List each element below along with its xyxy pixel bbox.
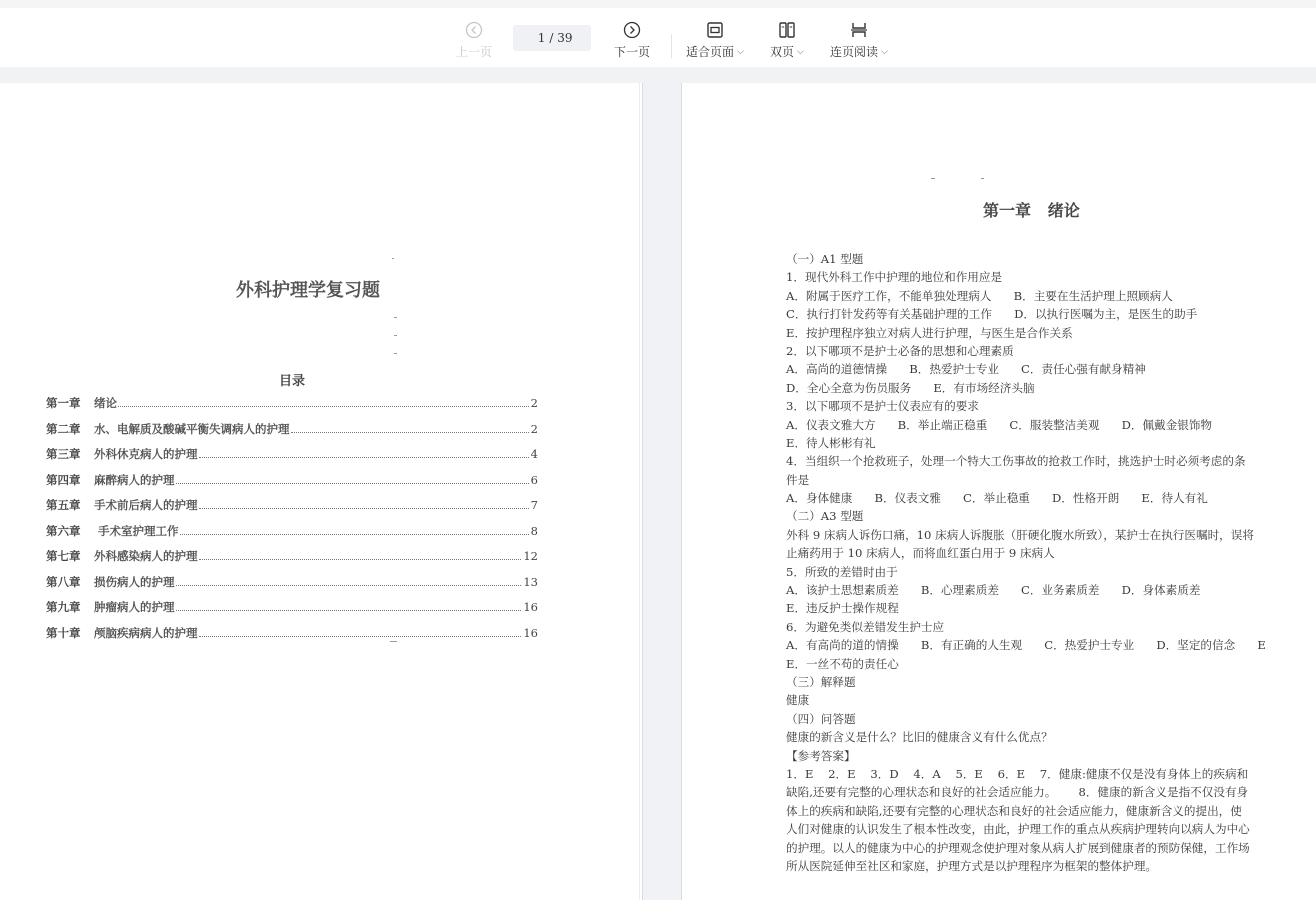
toc-chapter: 第五章 <box>46 498 81 512</box>
text-line: A．附属于医疗工作，不能单独处理病人 B．主要在生活护理上照顾病人 <box>786 288 1173 303</box>
text-line: （三）解释题 <box>786 674 856 689</box>
toc-entry[interactable] <box>46 523 538 549</box>
fit-page-icon <box>706 20 724 40</box>
text-line: 外科 9 床病人诉伤口痛，10 床病人诉腹胀（肝硬化腹水所致），某护士在执行医嘱时，误将 <box>786 527 1254 542</box>
toc-leader <box>199 558 522 560</box>
chevron-down-icon: ⌵ <box>737 46 744 57</box>
toc-chapter: 第七章 <box>46 549 81 563</box>
text-line: 的护理。以人的健康为中心的护理观念使护理对象从病人扩展到健康者的预防保健，工作场 <box>786 840 1250 855</box>
toc-leader <box>199 456 529 458</box>
continuous-scroll-icon <box>850 20 868 40</box>
scan-artifact <box>392 258 394 259</box>
toc-page: 4 <box>530 447 538 461</box>
text-line: E．违反护士操作规程 <box>786 601 899 616</box>
text-line: 4．当组织一个抢救班子，处理一个特大工伤事故的抢救工作时，挑选护士时必须考虑的条 <box>786 454 1246 469</box>
toc-heading: 目录 <box>278 374 305 389</box>
next-page-label: 下一页 <box>614 45 651 59</box>
toc-page: 2 <box>530 421 538 436</box>
toc-chapter: 第九章 <box>46 600 81 614</box>
text-line: 【参考答案】 <box>786 748 856 763</box>
text-line: E．一丝不苟的责任心 <box>786 656 899 671</box>
chapter-body <box>786 250 1316 875</box>
continuous-reading-dropdown[interactable] <box>830 20 888 60</box>
toc-name: 肿瘤病人的护理 <box>94 600 175 614</box>
text-line: （一）A1 型题 <box>786 252 864 266</box>
toc-chapter: 第四章 <box>46 472 81 487</box>
page-indicator <box>513 25 591 51</box>
text-line: 所从医院延伸至社区和家庭，护理方式是以护理程序为框架的整体护理。 <box>786 858 1158 873</box>
document-page-right <box>681 83 1316 900</box>
chapter-title: 第一章 绪论 <box>983 201 1080 220</box>
text-line: 体上的疾病和缺陷,还要有完整的心理状态和良好的社会适应能力，健康新含义的提出，使 <box>786 803 1242 818</box>
double-page-dropdown[interactable] <box>770 20 804 60</box>
scan-artifact <box>394 353 397 354</box>
text-line: 5．所致的差错时由于 <box>786 564 898 579</box>
fit-page-dropdown[interactable] <box>686 20 744 60</box>
toc-name: 颅脑疾病病人的护理 <box>94 625 198 640</box>
toc-leader <box>199 507 529 509</box>
chevron-down-icon: ⌵ <box>881 46 888 57</box>
scan-artifact <box>394 335 397 336</box>
toc-entry[interactable] <box>46 599 538 625</box>
chevron-left-circle-icon <box>465 20 483 40</box>
next-page-button[interactable] <box>614 20 650 60</box>
text-line: A．该护士思想素质差 B．心理素质差 C．业务素质差 D．身体素质差 <box>786 583 1201 598</box>
toc-leader <box>176 609 522 611</box>
toc-page: 13 <box>523 574 538 589</box>
text-line: 1．现代外科工作中护理的地位和作用应是 <box>786 270 1003 285</box>
toc-page: 16 <box>523 625 538 640</box>
toc-chapter: 第二章 <box>46 421 81 436</box>
text-line: 1．E 2．E 3．D 4．A 5．E 6．E 7．健康:健康不仅是没有身体上的疾病和 <box>786 766 1249 781</box>
document-page-left <box>0 83 643 900</box>
toc-chapter: 第十章 <box>46 625 81 640</box>
toc-entry[interactable] <box>46 395 538 421</box>
toc-name: 手术前后病人的护理 <box>94 498 198 512</box>
text-line: A．仪表文雅大方 B．举止端正稳重 C．服装整洁美观 D．佩戴金银饰物 <box>786 417 1213 432</box>
double-page-label: 双页 <box>770 45 795 59</box>
toc-name: 水、电解质及酸碱平衡失调病人的护理 <box>94 421 290 436</box>
text-line: A．高尚的道德情操 B．热爱护士专业 C．责任心强有献身精神 <box>786 362 1146 377</box>
toc-name: 手术室护理工作 <box>94 523 179 538</box>
toc-page: 16 <box>523 600 538 614</box>
fit-page-label: 适合页面 <box>686 45 735 59</box>
chevron-right-circle-icon <box>623 20 641 40</box>
toc-entry[interactable] <box>46 548 538 574</box>
toc-name: 外科休克病人的护理 <box>94 447 198 461</box>
text-line: 止痛药用于 10 床病人，而将血红蛋白用于 9 床病人 <box>786 546 1055 561</box>
page-edge <box>681 83 682 900</box>
text-line: 2．以下哪项不是护士必备的思想和心理素质 <box>786 343 1014 358</box>
prev-page-label: 上一页 <box>456 45 493 59</box>
scan-artifact <box>931 178 935 179</box>
toc-leader <box>176 482 529 484</box>
text-line: E．按护理程序独立对病人进行护理，与医生是合作关系 <box>786 325 1073 340</box>
toc-leader <box>180 533 529 535</box>
text-line: 健康 <box>786 693 810 708</box>
scan-artifact <box>394 317 397 318</box>
text-line: 缺陷,还要有完整的心理状态和良好的社会适应能力。 8．健康的新含义是指不仅没有身 <box>786 785 1249 800</box>
toc-chapter: 第三章 <box>46 447 81 461</box>
toc-page: 12 <box>523 549 538 563</box>
text-line: 3．以下哪项不是护士仪表应有的要求 <box>786 399 979 414</box>
toc-entry[interactable] <box>46 497 538 523</box>
double-page-icon <box>778 20 796 40</box>
text-line: 件是 <box>786 472 810 487</box>
toc-leader <box>291 431 529 433</box>
page-number-input[interactable] <box>531 31 545 45</box>
continuous-reading-label: 连页阅读 <box>830 45 879 59</box>
toc-name: 外科感染病人的护理 <box>94 549 198 563</box>
text-line: D．全心全意为伤员服务 E．有市场经济头脑 <box>786 380 1035 395</box>
toc-entry[interactable] <box>46 472 538 498</box>
chevron-down-icon: ⌵ <box>797 46 804 57</box>
toc-page: 2 <box>530 396 538 410</box>
text-line: A．有高尚的道的情操 B．有正确的人生观 C．热爱护士专业 D．坚定的信念 E <box>786 638 1266 653</box>
page-edge <box>642 83 643 900</box>
toc-name: 麻醉病人的护理 <box>94 472 175 487</box>
prev-page-button[interactable] <box>456 20 492 60</box>
toc-name: 绪论 <box>94 396 117 410</box>
toc-entry[interactable] <box>46 421 538 447</box>
toc-chapter: 第八章 <box>46 574 81 589</box>
page-edge <box>639 83 640 900</box>
text-line: 6．为避免类似差错发生护士应 <box>786 619 945 634</box>
document-title: 外科护理学复习题 <box>236 280 380 301</box>
toc-leader <box>199 635 522 637</box>
toc-page: 8 <box>530 523 538 538</box>
text-line: A．身体健康 B．仪表文雅 C．举止稳重 D．性格开朗 E．待人有礼 <box>786 491 1208 506</box>
table-of-contents <box>46 395 538 650</box>
scan-artifact <box>981 178 984 179</box>
text-line: （四）问答题 <box>786 711 856 726</box>
text-line: C．执行打针发药等有关基础护理的工作 D．以执行医嘱为主，是医生的助手 <box>786 307 1198 322</box>
toc-page: 7 <box>530 498 538 512</box>
page-total: / 39 <box>549 31 573 45</box>
toolbar-divider <box>671 34 672 58</box>
toc-entry[interactable] <box>46 446 538 472</box>
text-line: E．待人彬彬有礼 <box>786 435 876 450</box>
toc-entry[interactable] <box>46 574 538 600</box>
toc-name: 损伤病人的护理 <box>94 574 175 589</box>
toc-entry[interactable] <box>46 625 538 651</box>
toc-chapter: 第六章 <box>46 523 81 538</box>
text-line: 健康的新含义是什么？比旧的健康含义有什么优点？ <box>786 730 1053 745</box>
toc-chapter: 第一章 <box>46 396 81 410</box>
text-line: 人们对健康的认识发生了根本性改变，由此，护理工作的重点从疾病护理转向以病人为中心 <box>786 822 1250 837</box>
toc-leader <box>176 584 522 586</box>
text-line: （二）A3 型题 <box>786 509 864 524</box>
toc-leader <box>118 405 529 407</box>
toc-page: 6 <box>530 472 538 487</box>
reader-toolbar <box>0 0 1316 67</box>
